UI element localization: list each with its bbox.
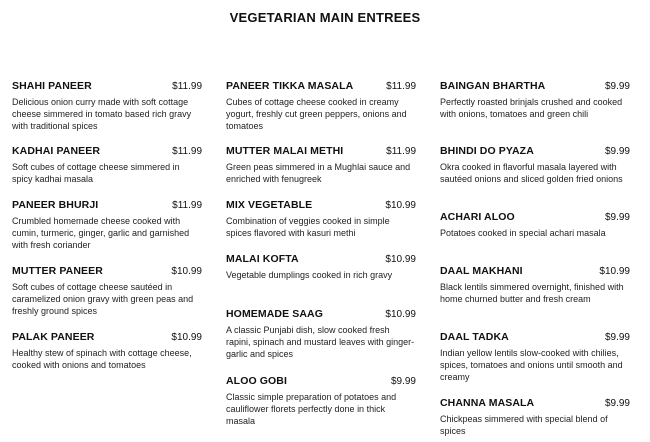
item-price: $10.99 — [385, 200, 416, 211]
item-price: $9.99 — [604, 398, 630, 409]
item-description: Perfectly roasted brinjals crushed and cooked with onions, tomatoes and green chili — [440, 97, 623, 119]
item-name: PANEER TIKKA MASALA — [226, 80, 354, 92]
menu-item — [226, 199, 416, 239]
item-name: MUTTER MALAI METHI — [226, 145, 344, 157]
item-price: $11.99 — [386, 81, 416, 92]
item-price: $9.99 — [604, 332, 630, 343]
item-price: $11.99 — [172, 146, 202, 157]
item-name: MALAI KOFTA — [226, 253, 299, 265]
item-description: Combination of veggies cooked in simple spices flavored with kasuri methi — [226, 216, 390, 238]
item-description: Indian yellow lentils slow-cooked with chilies, spices, tomatoes and onions until smooth and creamy — [440, 348, 623, 382]
menu-item — [12, 331, 202, 371]
item-description: Soft cubes of cottage cheese sautéed in caramelized onion gravy with green peas and freshly ground spices — [12, 282, 194, 316]
item-description: A classic Punjabi dish, slow cooked fresh rapini, spinach and mustard leaves with ginger-garlic and spices — [226, 325, 415, 359]
item-description: Potatoes cooked in special achari masala — [440, 228, 606, 238]
menu-item — [12, 199, 202, 251]
menu-item — [226, 375, 416, 427]
item-price: $11.99 — [386, 146, 416, 157]
item-description: Chickpeas simmered with special blend of spices — [440, 414, 608, 436]
item-price: $11.99 — [172, 81, 202, 92]
item-name: DAAL MAKHANI — [440, 265, 523, 277]
menu-item — [440, 80, 630, 120]
item-name: KADHAI PANEER — [12, 145, 101, 157]
menu-item — [12, 265, 202, 317]
menu-item — [12, 80, 202, 132]
page-title: VEGETARIAN MAIN ENTREES — [229, 10, 421, 25]
item-description: Delicious onion curry made with soft cottage cheese simmered in tomato based rich gravy with traditional spices — [12, 97, 192, 131]
item-name: BHINDI DO PYAZA — [440, 145, 534, 157]
item-name: CHANNA MASALA — [440, 397, 535, 409]
menu-item — [440, 145, 630, 185]
item-price: $9.99 — [604, 81, 630, 92]
menu-item — [226, 253, 416, 281]
item-name: MUTTER PANEER — [12, 265, 103, 277]
item-price: $9.99 — [390, 376, 416, 387]
item-name: MIX VEGETABLE — [226, 199, 313, 211]
item-name: PALAK PANEER — [12, 331, 95, 343]
item-description: Soft cubes of cottage cheese simmered in spicy kadhai masala — [12, 162, 180, 184]
menu-item — [440, 331, 630, 383]
item-description: Vegetable dumplings cooked in rich gravy — [226, 270, 393, 280]
item-name: DAAL TADKA — [440, 331, 509, 343]
menu-item — [440, 397, 630, 437]
item-description: Classic simple preparation of potatoes and cauliflower florets perfectly done in thick masala — [226, 392, 397, 426]
item-description: Healthy stew of spinach with cottage cheese, cooked with onions and tomatoes — [12, 348, 192, 370]
item-name: ALOO GOBI — [226, 375, 287, 387]
menu-item — [226, 80, 416, 132]
item-description: Green peas simmered in a Mughlai sauce and enriched with fenugreek — [226, 162, 411, 184]
item-price: $11.99 — [172, 200, 202, 211]
item-description: Crumbled homemade cheese cooked with cumin, turmeric, ginger, garlic and garnished with fresh coriander — [12, 216, 190, 250]
item-price: $10.99 — [171, 266, 202, 277]
menu-item — [226, 145, 416, 185]
item-name: HOMEMADE SAAG — [226, 308, 323, 320]
item-price: $10.99 — [171, 332, 202, 343]
item-price: $10.99 — [599, 266, 630, 277]
item-price: $10.99 — [385, 254, 416, 265]
item-name: BAINGAN BHARTHA — [440, 80, 546, 92]
item-description: Black lentils simmered overnight, finished with home churned butter and fresh cream — [440, 282, 624, 304]
item-description: Cubes of cottage cheese cooked in creamy yogurt, freshly cut green peppers, onions and tomatoes — [226, 97, 407, 131]
menu-item — [226, 308, 416, 360]
menu-item — [440, 211, 630, 239]
menu-item — [12, 145, 202, 185]
item-price: $9.99 — [604, 212, 630, 223]
item-price: $9.99 — [604, 146, 630, 157]
item-name: PANEER BHURJI — [12, 199, 99, 211]
item-description: Okra cooked in flavorful masala layered with sautéed onions and sliced golden fried onions — [440, 162, 623, 184]
item-name: SHAHI PANEER — [12, 80, 92, 92]
item-price: $10.99 — [385, 309, 416, 320]
menu-item — [440, 265, 630, 305]
item-name: ACHARI ALOO — [440, 211, 515, 223]
